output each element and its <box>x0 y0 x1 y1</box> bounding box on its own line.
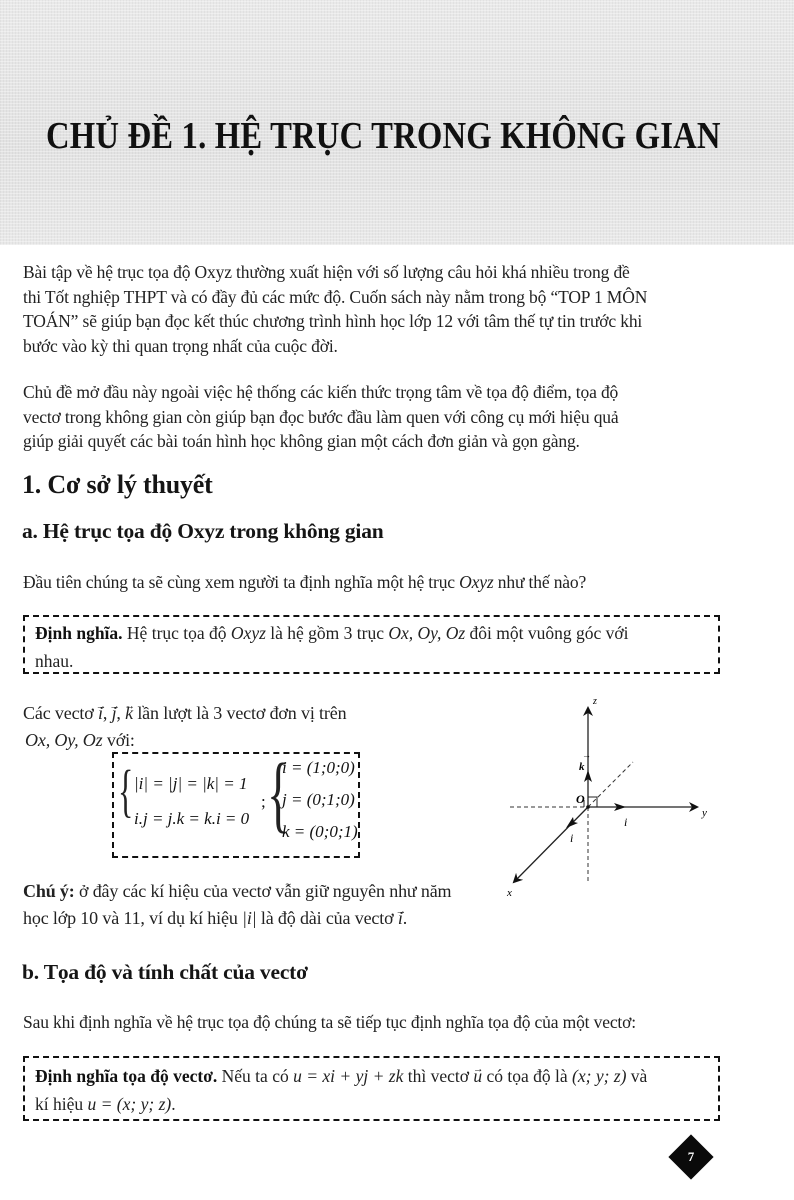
lead-tail: như thế nào? <box>497 572 587 592</box>
coord-j: j = (0;1;0) <box>282 790 355 809</box>
left-brace-icon: { <box>118 758 134 823</box>
vector-k: → k <box>125 700 133 727</box>
math-axes: Ox, Oy, Oz <box>388 623 466 643</box>
subsection-heading-a: a. Hệ trục tọa độ Oxyz trong không gian <box>22 519 384 543</box>
math-oxyz: Oxyz <box>459 572 494 592</box>
x-label: x <box>507 887 512 899</box>
separator: ; <box>261 792 266 811</box>
text: Các vectơ <box>23 703 94 723</box>
definition-text: đôi một vuông góc với <box>469 623 629 643</box>
coord-i: i = (1;0;0) <box>282 758 355 777</box>
vector-j: → j <box>112 700 117 727</box>
y-label: y <box>702 807 707 819</box>
definition-label: Định nghĩa tọa độ vectơ. <box>35 1066 218 1086</box>
text: với: <box>106 730 135 750</box>
vector-i: → i <box>398 905 403 932</box>
vector-decomposition-formula: u = xi + yj + zk <box>293 1066 404 1086</box>
text: Nếu ta có <box>221 1066 289 1086</box>
text-line <box>23 905 503 932</box>
text-line: Bài tập về hệ trục tọa độ Oxyz thường xuất hiện với số lượng câu hỏi khá nhiều trong đề <box>23 262 630 282</box>
norm-equation: |i| = |j| = |k| = 1 <box>134 774 248 793</box>
unit-vectors-text <box>23 700 463 754</box>
formula-row <box>282 758 355 778</box>
vector-i: → i <box>98 700 103 727</box>
text-line <box>23 727 463 754</box>
vector-coordinate-definition-box <box>23 1056 720 1121</box>
page-number-badge <box>668 1134 714 1180</box>
section-heading: 1. Cơ sở lý thuyết <box>22 470 213 499</box>
intro-paragraph-2 <box>23 380 723 454</box>
subsection-b-lead: Sau khi định nghĩa về hệ trục tọa độ chúng ta sẽ tiếp tục định nghĩa tọa độ của một vectơ: <box>23 1012 636 1032</box>
coord-k: k = (0;0;1) <box>282 822 358 841</box>
definition-line-2 <box>35 1090 718 1118</box>
x-axis <box>514 807 588 882</box>
math-oxyz: Oxyz <box>230 623 266 643</box>
definition-text: Hệ trục tọa độ <box>126 623 227 643</box>
definition-line-2: nhau. <box>35 651 74 671</box>
definition-box <box>23 615 720 674</box>
math-axes: Ox, Oy, Oz <box>25 730 103 750</box>
formula-row <box>134 774 247 794</box>
formula-row <box>134 809 249 829</box>
text-line: giúp giải quyết các bài toán hình học không gian một cách đơn giản và gọn gàng. <box>23 431 580 451</box>
definition-line-1 <box>35 1062 718 1090</box>
text: . <box>171 1094 176 1114</box>
formula-row <box>282 790 355 810</box>
formula-row <box>282 822 358 842</box>
subsection-heading-b: b. Tọa độ và tính chất của vectơ <box>22 960 308 984</box>
note-paragraph <box>23 878 503 932</box>
text-line <box>23 878 503 905</box>
subsection-a-lead <box>23 570 723 595</box>
formula-box <box>112 745 360 858</box>
origin-label: O <box>576 792 585 806</box>
svg-text:→: → <box>582 750 591 760</box>
text: ở đây các kí hiệu của vectơ vẫn giữ nguyên như năm <box>78 881 452 901</box>
definition-label: Định nghĩa. <box>35 623 123 643</box>
text-line: Các vectơ → i, → j, → k lần lượt là 3 vectơ đơn vị trên <box>23 700 463 727</box>
intro-paragraph-1 <box>23 260 723 358</box>
text-line: thi Tốt nghiệp THPT và có đầy đủ các mức độ. Cuốn sách này nằm trong bộ “TOP 1 MÔN <box>23 286 648 307</box>
definition-line-1 <box>35 619 718 647</box>
text: và <box>630 1066 648 1086</box>
k-vector-label: k <box>579 761 585 773</box>
coordinates: (x; y; z) <box>572 1066 627 1086</box>
text: lần lượt là 3 vectơ đơn vị trên <box>137 703 347 723</box>
i-vector-label: i <box>570 831 574 845</box>
z-label: z <box>593 696 597 707</box>
text: thì vectơ <box>407 1066 469 1086</box>
chapter-title: CHỦ ĐỀ 1. HỆ TRỤC TRONG KHÔNG GIAN <box>46 115 721 157</box>
definition-text: là hệ gồm 3 trục <box>270 623 384 643</box>
vector-notation-formula: u = (x; y; z) <box>87 1094 172 1114</box>
text-line: bước vào kỳ thi quan trọng nhất của cuộc đời. <box>23 335 338 356</box>
text-line: TOÁN” sẽ giúp bạn đọc kết thúc chương trình hình học lớp 12 với tâm thế tự tin trước khi <box>23 311 643 331</box>
j-vector-label: i <box>624 815 628 829</box>
page-number: 7 <box>687 1149 695 1164</box>
dot-product-equation: i.j = j.k = k.i = 0 <box>134 809 250 828</box>
norm-i: |i| <box>242 908 257 928</box>
text-line: Chủ đề mở đầu này ngoài việc hệ thống các kiến thức trọng tâm về tọa độ điểm, tọa độ <box>23 382 619 402</box>
right-brace-icon: { <box>267 745 290 841</box>
vector-u: → u <box>473 1062 482 1090</box>
text-line: vectơ trong không gian còn giúp bạn đọc bước đầu làm quen với công cụ mới hiệu quả <box>23 406 619 427</box>
text: là độ dài của vectơ <box>260 908 394 928</box>
text: có tọa độ là <box>486 1066 568 1086</box>
text: . <box>402 908 408 928</box>
text: kí hiệu <box>35 1094 84 1114</box>
note-label: Chú ý: <box>23 881 75 901</box>
axis-diagram <box>490 690 730 900</box>
lead-text: Đầu tiên chúng ta sẽ cùng xem người ta định nghĩa một hệ trục <box>23 572 455 592</box>
text: học lớp 10 và 11, ví dụ kí hiệu <box>23 908 238 928</box>
